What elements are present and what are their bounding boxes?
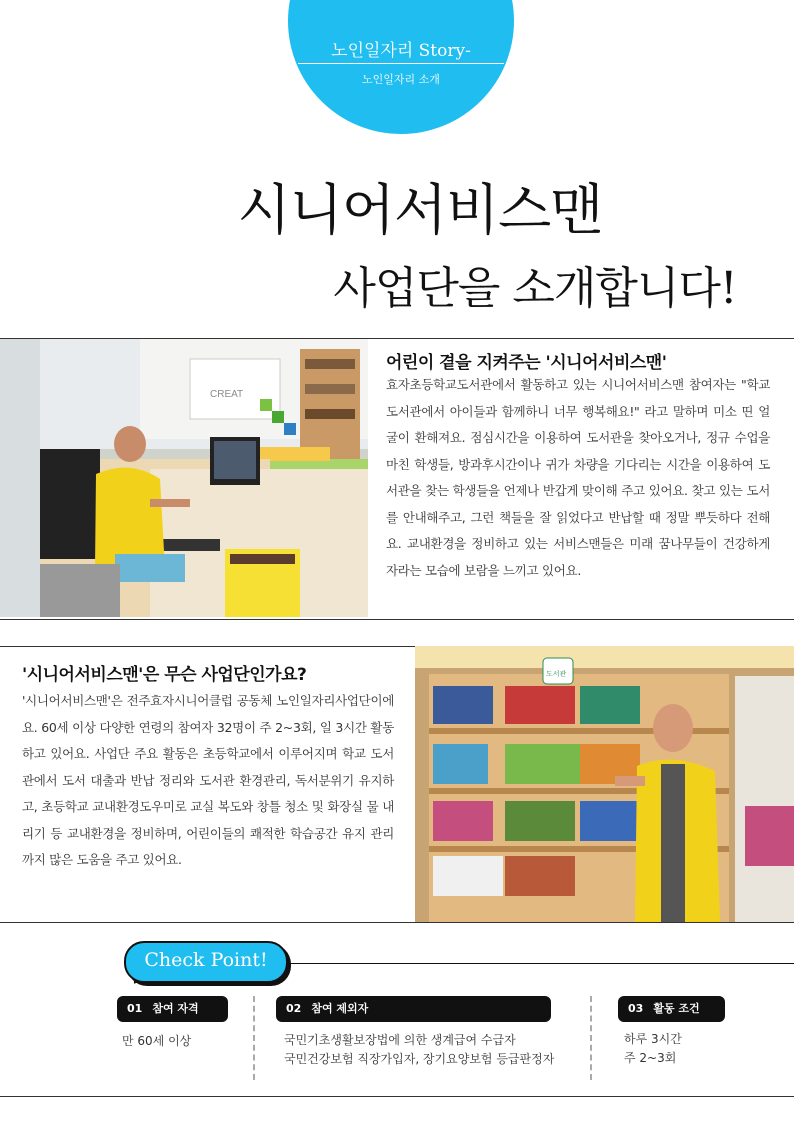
checkpoint-line — [288, 963, 794, 964]
item-line: 주 2~3회 — [624, 1051, 677, 1065]
checkpoint-item-qualification — [117, 996, 228, 1022]
item-line: 만 60세 이상 — [122, 1034, 192, 1048]
column-separator — [590, 996, 592, 1080]
divider — [0, 922, 794, 923]
item-number: 03 — [628, 1002, 644, 1015]
item-number: 02 — [286, 1002, 302, 1015]
checkpoint-label: Check Point! — [144, 949, 268, 971]
column-separator — [253, 996, 255, 1080]
section1-body: 효자초등학교도서관에서 활동하고 있는 시니어서비스맨 참여자는 "학교 도서관에서 아이들과 함께하니 너무 행복해요!" 라고 말하며 미소 띤 얼굴이 환해져요. 점심시간을 이용하여 도서관을 찾아오거나, 정규 수업을 마친 학생들, 방과후시간이나 귀가 차량을 기다리는 시간을 이용하여 도서관을 찾는 학생들을 언제나 반갑게 맞이해 주고 있어요. 찾고 있는 도서를 안내해주고, 그런 책들을 잘 읽었다고 반납할 때 정말 뿌듯하다 전해요. 교내환경을 정비하고 있는 서비스맨들은 미래 꿈나무들이 건강하게 자라는 모습에 보람을 느끼고 있어요. — [386, 377, 770, 578]
header-circle — [288, 0, 514, 134]
photo1-sign-text: CREAT — [210, 389, 244, 400]
photo2-sign-text: 도서관 — [546, 670, 567, 678]
section2-body: '시니어서비스맨'은 전주효자시니어클럽 공동체 노인일자리사업단이에요. 60세 이상 다양한 연령의 참여자 32명이 주 2~3회, 일 3시간 활동하고 있어요. 사업단 주요 활동은 초등학교에서 이루어지며 학교 도서관에서 도서 대출과 반납 정리와 도서관 환경관리, 독서분위기 유지하고, 초등학교 교내환경도우미로 교실 복도와 창틀 청소 및 화장실 물 내리기 등 교내환경을 정비하며, 어린이들의 쾌적한 학습공간 유지 관리까지 많은 도움을 주고 있어요. — [22, 693, 394, 867]
item-title: 참여 자격 — [152, 1002, 199, 1015]
item-line: 국민기초생활보장법에 의한 생계급여 수급자 — [284, 1033, 516, 1047]
photo-library-desk — [0, 339, 368, 617]
section2-title: '시니어서비스맨'은 무슨 사업단인가요? — [22, 665, 307, 685]
checkpoint-item-conditions — [618, 996, 725, 1022]
headline-line1: 시니어서비스맨 — [237, 178, 603, 242]
story-title: 노인일자리 Story- — [298, 36, 504, 64]
divider — [0, 619, 794, 620]
photo-bookshelf — [415, 646, 794, 922]
divider — [0, 1096, 794, 1097]
item-line: 하루 3시간 — [624, 1032, 682, 1046]
item-title: 활동 조건 — [653, 1002, 700, 1015]
item-line: 국민건강보험 직장가입자, 장기요양보험 등급판정자 — [284, 1052, 555, 1066]
story-subtitle: 노인일자리 소개 — [362, 73, 440, 86]
headline-line2: 사업단을 소개합니다! — [333, 263, 737, 314]
section1-title: 어린이 곁을 지켜주는 '시니어서비스맨' — [386, 353, 667, 373]
item-number: 01 — [127, 1002, 143, 1015]
item-title: 참여 제외자 — [311, 1002, 369, 1015]
checkpoint-item-exclusion — [276, 996, 551, 1022]
